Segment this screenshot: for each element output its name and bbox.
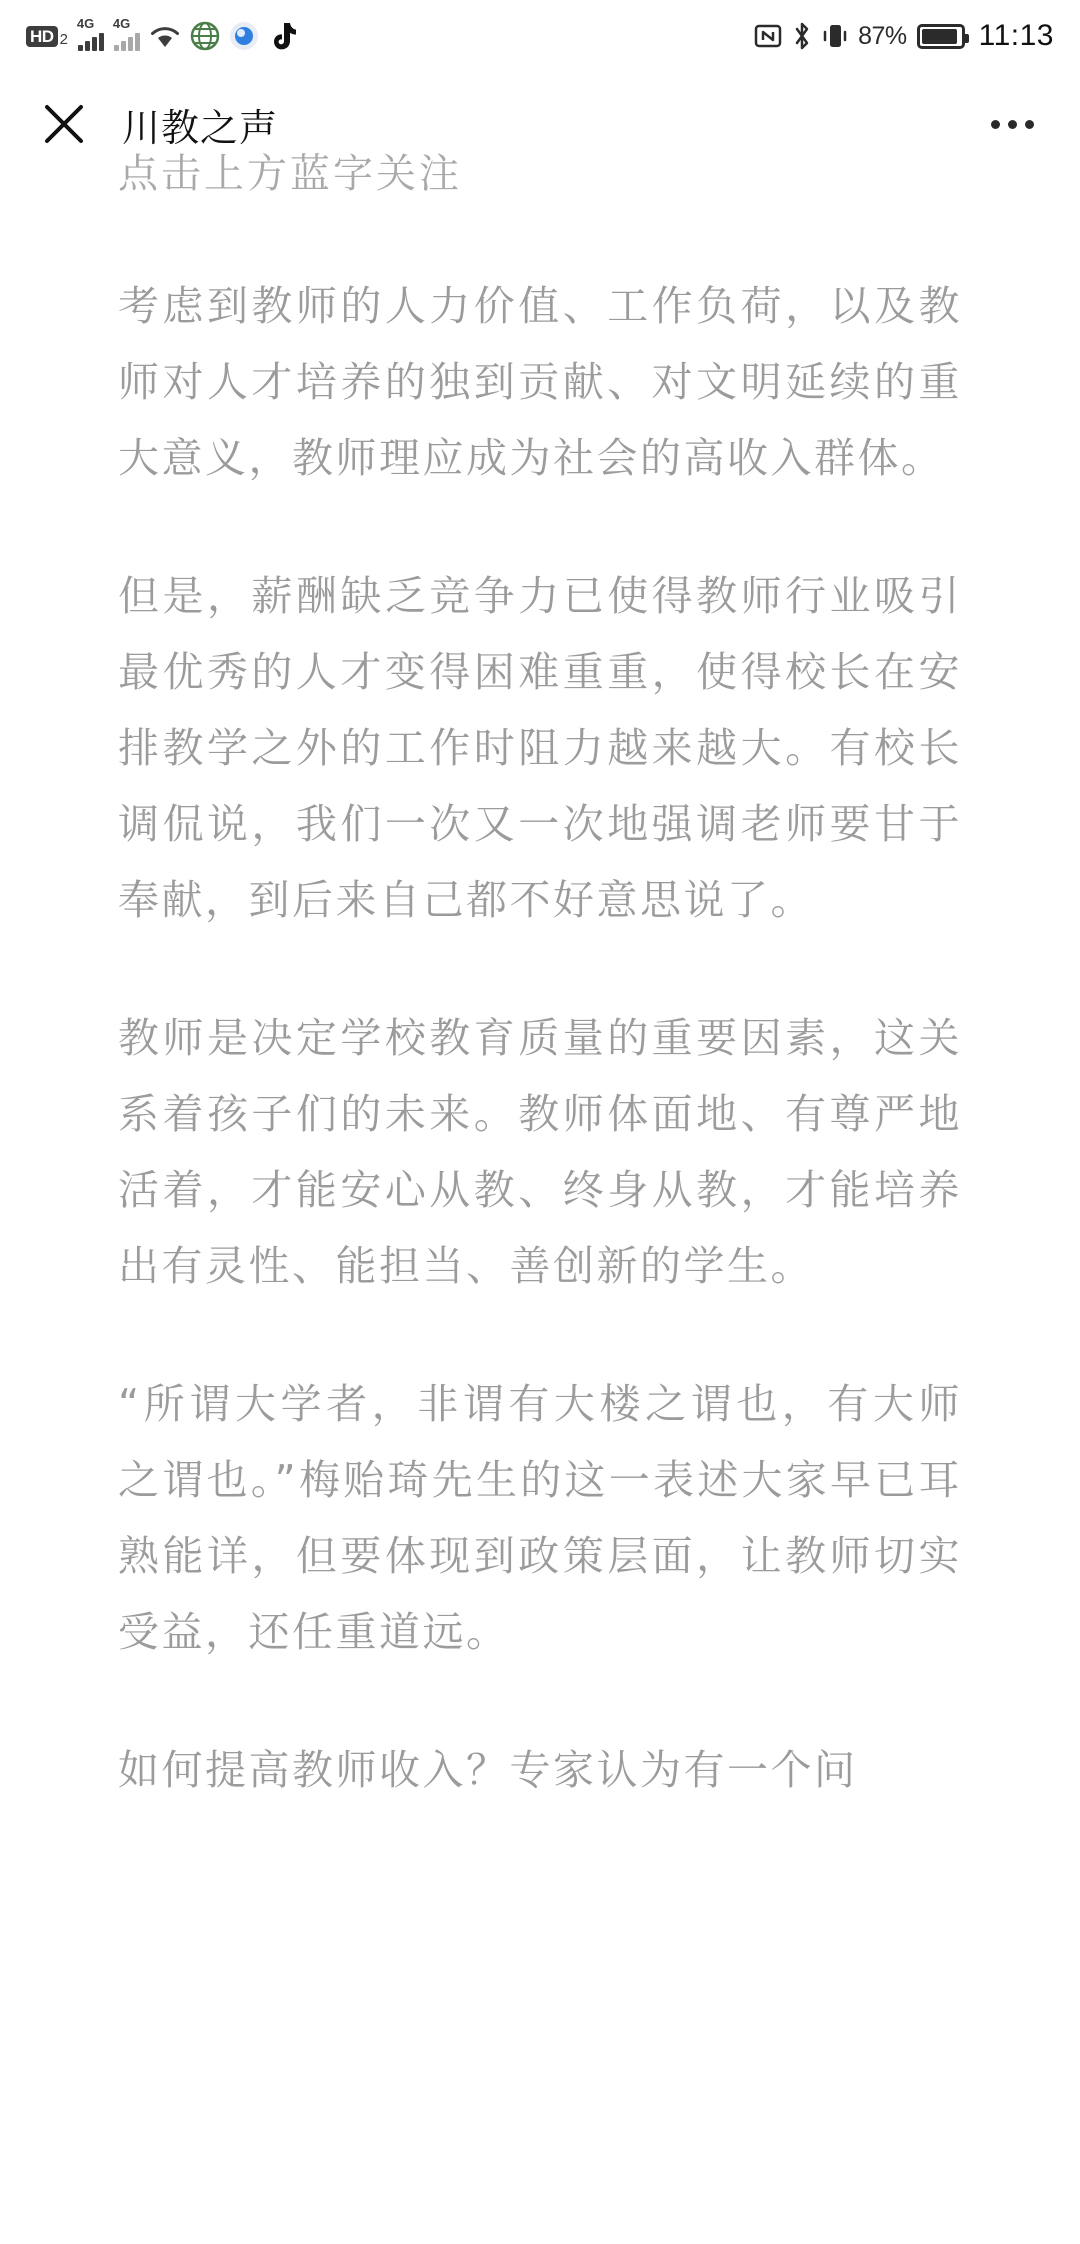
- vibrate-icon: [822, 22, 848, 50]
- signal-4g-icon: [76, 16, 104, 51]
- signal-4g-label: 4G: [76, 16, 95, 31]
- wifi-icon: [149, 23, 181, 49]
- status-bar-left: [26, 16, 296, 51]
- article-paragraph: 如何提高教师收入？专家认为有一个问: [118, 1746, 858, 1794]
- more-options-icon[interactable]: [982, 98, 1042, 150]
- status-bar-clock: 11:13: [978, 19, 1054, 52]
- signal-bars-secondary: [114, 33, 140, 51]
- signal-4g-secondary-icon: [112, 16, 140, 51]
- app-blue-icon: [229, 21, 259, 51]
- status-bar-right: [754, 19, 1054, 53]
- hd-badge-sub: 2: [59, 30, 68, 48]
- signal-bars: [78, 33, 104, 51]
- bluetooth-icon: [792, 21, 812, 51]
- nfc-icon: [754, 22, 782, 50]
- close-icon[interactable]: [38, 98, 90, 150]
- status-bar: [0, 0, 1080, 72]
- tiktok-icon: [268, 21, 296, 51]
- article-paragraph: “所谓大学者，非谓有大楼之谓也，有大师之谓也。”梅贻琦先生的这一表述大家早已耳熟能详，但要体现到政策层面，让教师切实受益，还任重道远。: [118, 1380, 962, 1656]
- article-paragraph: 考虑到教师的人力价值、工作负荷，以及教师对人才培养的独到贡献、对文明延续的重大意义，教师理应成为社会的高收入群体。: [118, 282, 962, 482]
- globe-icon: [190, 21, 220, 51]
- article-paragraph: 但是，薪酬缺乏竞争力已使得教师行业吸引最优秀的人才变得困难重重，使得校长在安排教学之外的工作时阻力越来越大。有校长调侃说，我们一次又一次地强调老师要甘于奉献，到后来自己都不好意思说了。: [118, 572, 962, 924]
- battery-icon: [917, 24, 965, 49]
- article-paragraph: 教师是决定学校教育质量的重要因素，这关系着孩子们的未来。教师体面地、有尊严地活着，才能安心从教、终身从教，才能培养出有灵性、能担当、善创新的学生。: [118, 1014, 962, 1290]
- article-clipped-line: [118, 151, 962, 210]
- battery-percent-label: 87%: [858, 21, 907, 50]
- article-clipped-line-text: 点击上方蓝字关注: [118, 151, 462, 197]
- hd-badge-label: HD: [26, 26, 58, 47]
- page-title: 川教之声: [122, 105, 279, 150]
- signal-4g-secondary-label: 4G: [112, 16, 131, 31]
- hd-icon: [26, 26, 68, 47]
- article-body: [0, 151, 1080, 1808]
